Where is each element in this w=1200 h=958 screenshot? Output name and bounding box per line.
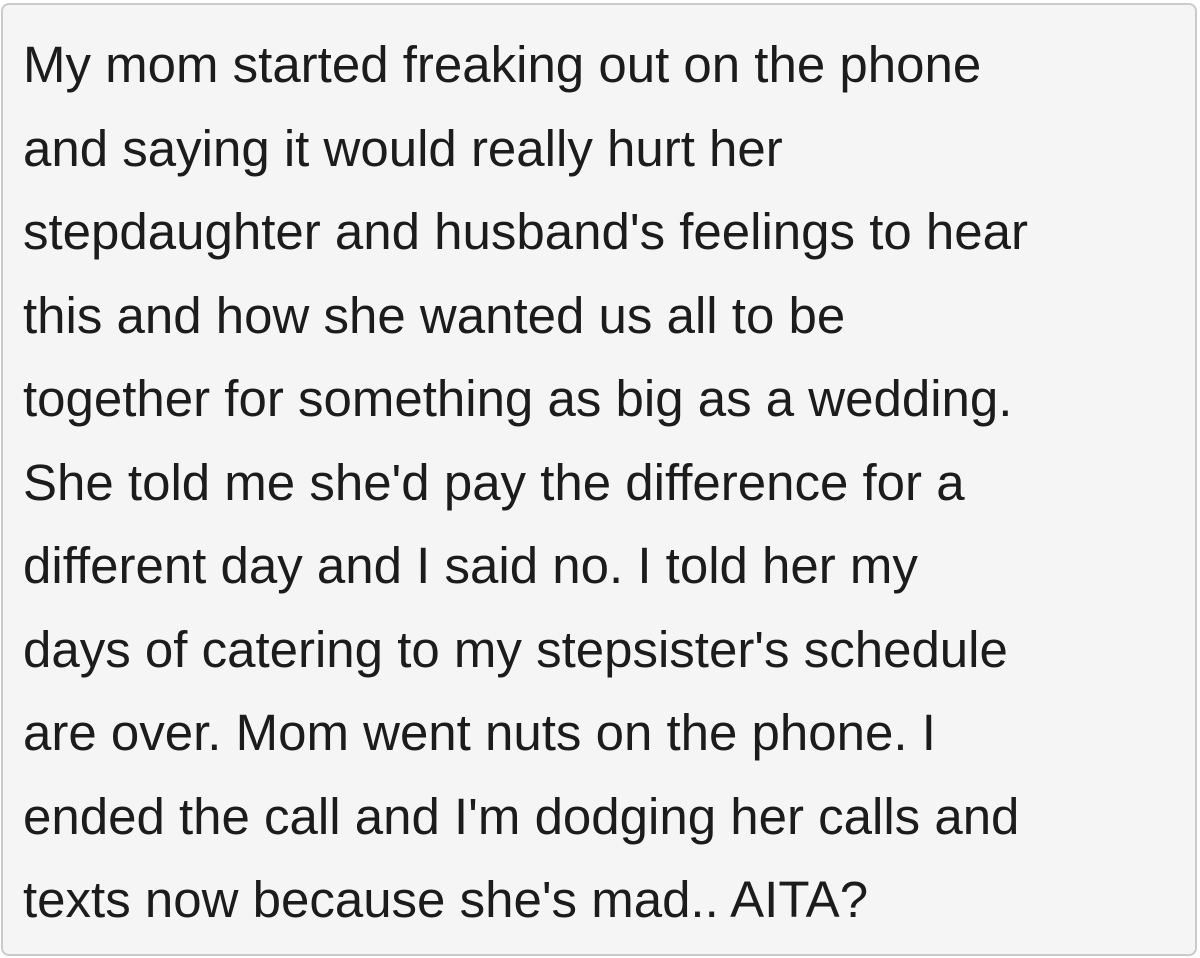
post-text-line: She told me she'd pay the difference for a <box>23 453 965 511</box>
post-text-line: different day and I said no. I told her my <box>23 537 918 594</box>
post-text-line: this and how she wanted us all to be <box>23 286 846 344</box>
post-text-line: together for something as big as a wedding. <box>23 370 1013 427</box>
post-text-line: texts now because she's mad.. AITA? <box>23 871 869 928</box>
post-body <box>3 5 1195 942</box>
post-text-line: stepdaughter and husband's feelings to hear <box>23 203 1028 260</box>
post-text-line: days of catering to my stepsister's schedule <box>23 620 1008 678</box>
post-text-line: My mom started freaking out on the phone <box>23 36 982 93</box>
post-text-line: are over. Mom went nuts on the phone. I <box>23 704 936 761</box>
post-text-line: ended the call and I'm dodging her calls and <box>23 787 1020 845</box>
post-text-card <box>1 3 1197 956</box>
post-text-line: and saying it would really hurt her <box>23 119 783 177</box>
